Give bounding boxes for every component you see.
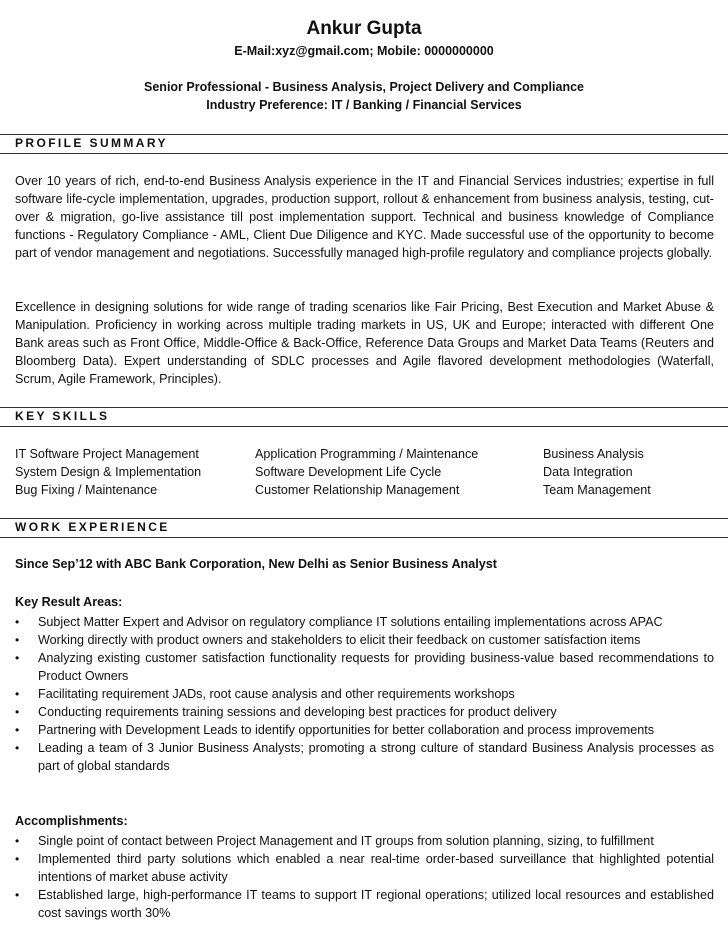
skill-item: Bug Fixing / Maintenance xyxy=(15,483,158,497)
skill-item: System Design & Implementation xyxy=(15,465,202,479)
kra-item xyxy=(15,613,714,631)
bullet-icon: • xyxy=(15,888,20,902)
bullet-icon: • xyxy=(15,741,20,755)
profile-paragraph-2: Excellence in designing solutions for wide range of trading scenarios like Fair Pricing, Best Execution and Market Abuse & Manipulation. Proficiency in working across multiple trading markets in US, UK and Europe; interacted with different One Bank areas such as Front Office, Middle-Office & Back-Office, Reference Data Groups and Market Data Teams (Reuters and Bloomberg Data). Expert understanding of SDLC processes and Agile flavored development methodologies (Waterfall, Scrum, Agile Framework, Principles). xyxy=(15,300,714,386)
bullet-icon: • xyxy=(15,852,20,866)
kra-item-text: Analyzing existing customer satisfaction functionality requests for providing business-value based recommendations to Product Owners xyxy=(38,651,714,683)
accomplishment-item xyxy=(15,886,714,922)
kra-item xyxy=(15,703,714,721)
skill-item: Team Management xyxy=(543,483,651,497)
kra-item-text: Facilitating requirement JADs, root cause analysis and other requirements workshops xyxy=(38,687,515,701)
accomplishment-item-text: Established large, high-performance IT teams to support IT regional operations; utilized local resources and established cost savings worth 30% xyxy=(38,888,714,920)
section-header-profile xyxy=(0,134,728,154)
kra-item-text: Partnering with Development Leads to identify opportunities for better collaboration and process improvements xyxy=(38,723,655,737)
skill-item: Customer Relationship Management xyxy=(255,483,460,497)
accomplishment-item-text: Implemented third party solutions which enabled a near real-time order-based surveillance that highlighted potential intentions of market abuse activity xyxy=(38,852,714,884)
kra-item xyxy=(15,631,714,649)
skill-item: Business Analysis xyxy=(543,447,644,461)
bullet-icon: • xyxy=(15,651,20,665)
bullet-icon: • xyxy=(15,615,20,629)
accomplishments-list xyxy=(15,832,714,922)
skills-column-3 xyxy=(543,445,651,499)
bullet-icon: • xyxy=(15,687,20,701)
accomplishments-heading: Accomplishments: xyxy=(15,814,128,828)
section-header-skills xyxy=(0,407,728,427)
skill-item: Data Integration xyxy=(543,465,633,479)
bullet-icon: • xyxy=(15,723,20,737)
kra-item xyxy=(15,739,714,775)
job-title: Since Sep’12 with ABC Bank Corporation, New Delhi as Senior Business Analyst xyxy=(15,557,497,571)
accomplishment-item xyxy=(15,832,714,850)
headline-industry: Industry Preference: IT / Banking / Financial Services xyxy=(206,98,522,112)
kra-list xyxy=(15,613,714,775)
bullet-icon: • xyxy=(15,705,20,719)
accomplishment-item-text: Single point of contact between Project Management and IT groups from solution planning, sizing, to fulfillment xyxy=(38,834,654,848)
kra-item-text: Leading a team of 3 Junior Business Analysts; promoting a strong culture of standard Business Analysis processes as part of global standards xyxy=(38,741,714,773)
kra-item-text: Conducting requirements training sessions and developing best practices for product delivery xyxy=(38,705,557,719)
kra-item xyxy=(15,649,714,685)
skill-item: Application Programming / Maintenance xyxy=(255,447,479,461)
profile-paragraph-1: Over 10 years of rich, end-to-end Business Analysis experience in the IT and Financial Services industries; expertise in full software life-cycle implementation, upgrades, production support, rollout & enhancement from business analysis, testing, cut-over & migration, go-live assistance till post implementation support. Technical and business knowledge of Compliance functions - Regulatory Compliance - AML, Client Due Diligence and KYC. Made successful use of the opportunity to become part of vendor management and negotiations. Successfully managed high-profile regulatory and compliance projects globally. xyxy=(15,174,714,260)
bullet-icon: • xyxy=(15,633,20,647)
section-title-experience: WORK EXPERIENCE xyxy=(15,520,170,534)
headline-role: Senior Professional - Business Analysis, Project Delivery and Compliance xyxy=(144,80,584,94)
bullet-icon: • xyxy=(15,834,20,848)
contact-line: E-Mail:xyz@gmail.com; Mobile: 0000000000 xyxy=(234,44,494,58)
skills-column-1 xyxy=(15,445,201,499)
kra-item xyxy=(15,721,714,739)
section-title-profile: PROFILE SUMMARY xyxy=(15,136,168,150)
kra-item xyxy=(15,685,714,703)
section-title-skills: KEY SKILLS xyxy=(15,409,110,423)
candidate-name: Ankur Gupta xyxy=(306,18,422,39)
skill-item: Software Development Life Cycle xyxy=(255,465,442,479)
section-header-experience xyxy=(0,518,728,538)
accomplishment-item xyxy=(15,850,714,886)
skills-column-2 xyxy=(255,445,478,499)
kra-item-text: Subject Matter Expert and Advisor on regulatory compliance IT solutions entailing implementations across APAC xyxy=(38,615,663,629)
skill-item: IT Software Project Management xyxy=(15,447,199,461)
kra-item-text: Working directly with product owners and stakeholders to elicit their feedback on customer satisfaction items xyxy=(38,633,641,647)
kra-heading: Key Result Areas: xyxy=(15,595,123,609)
